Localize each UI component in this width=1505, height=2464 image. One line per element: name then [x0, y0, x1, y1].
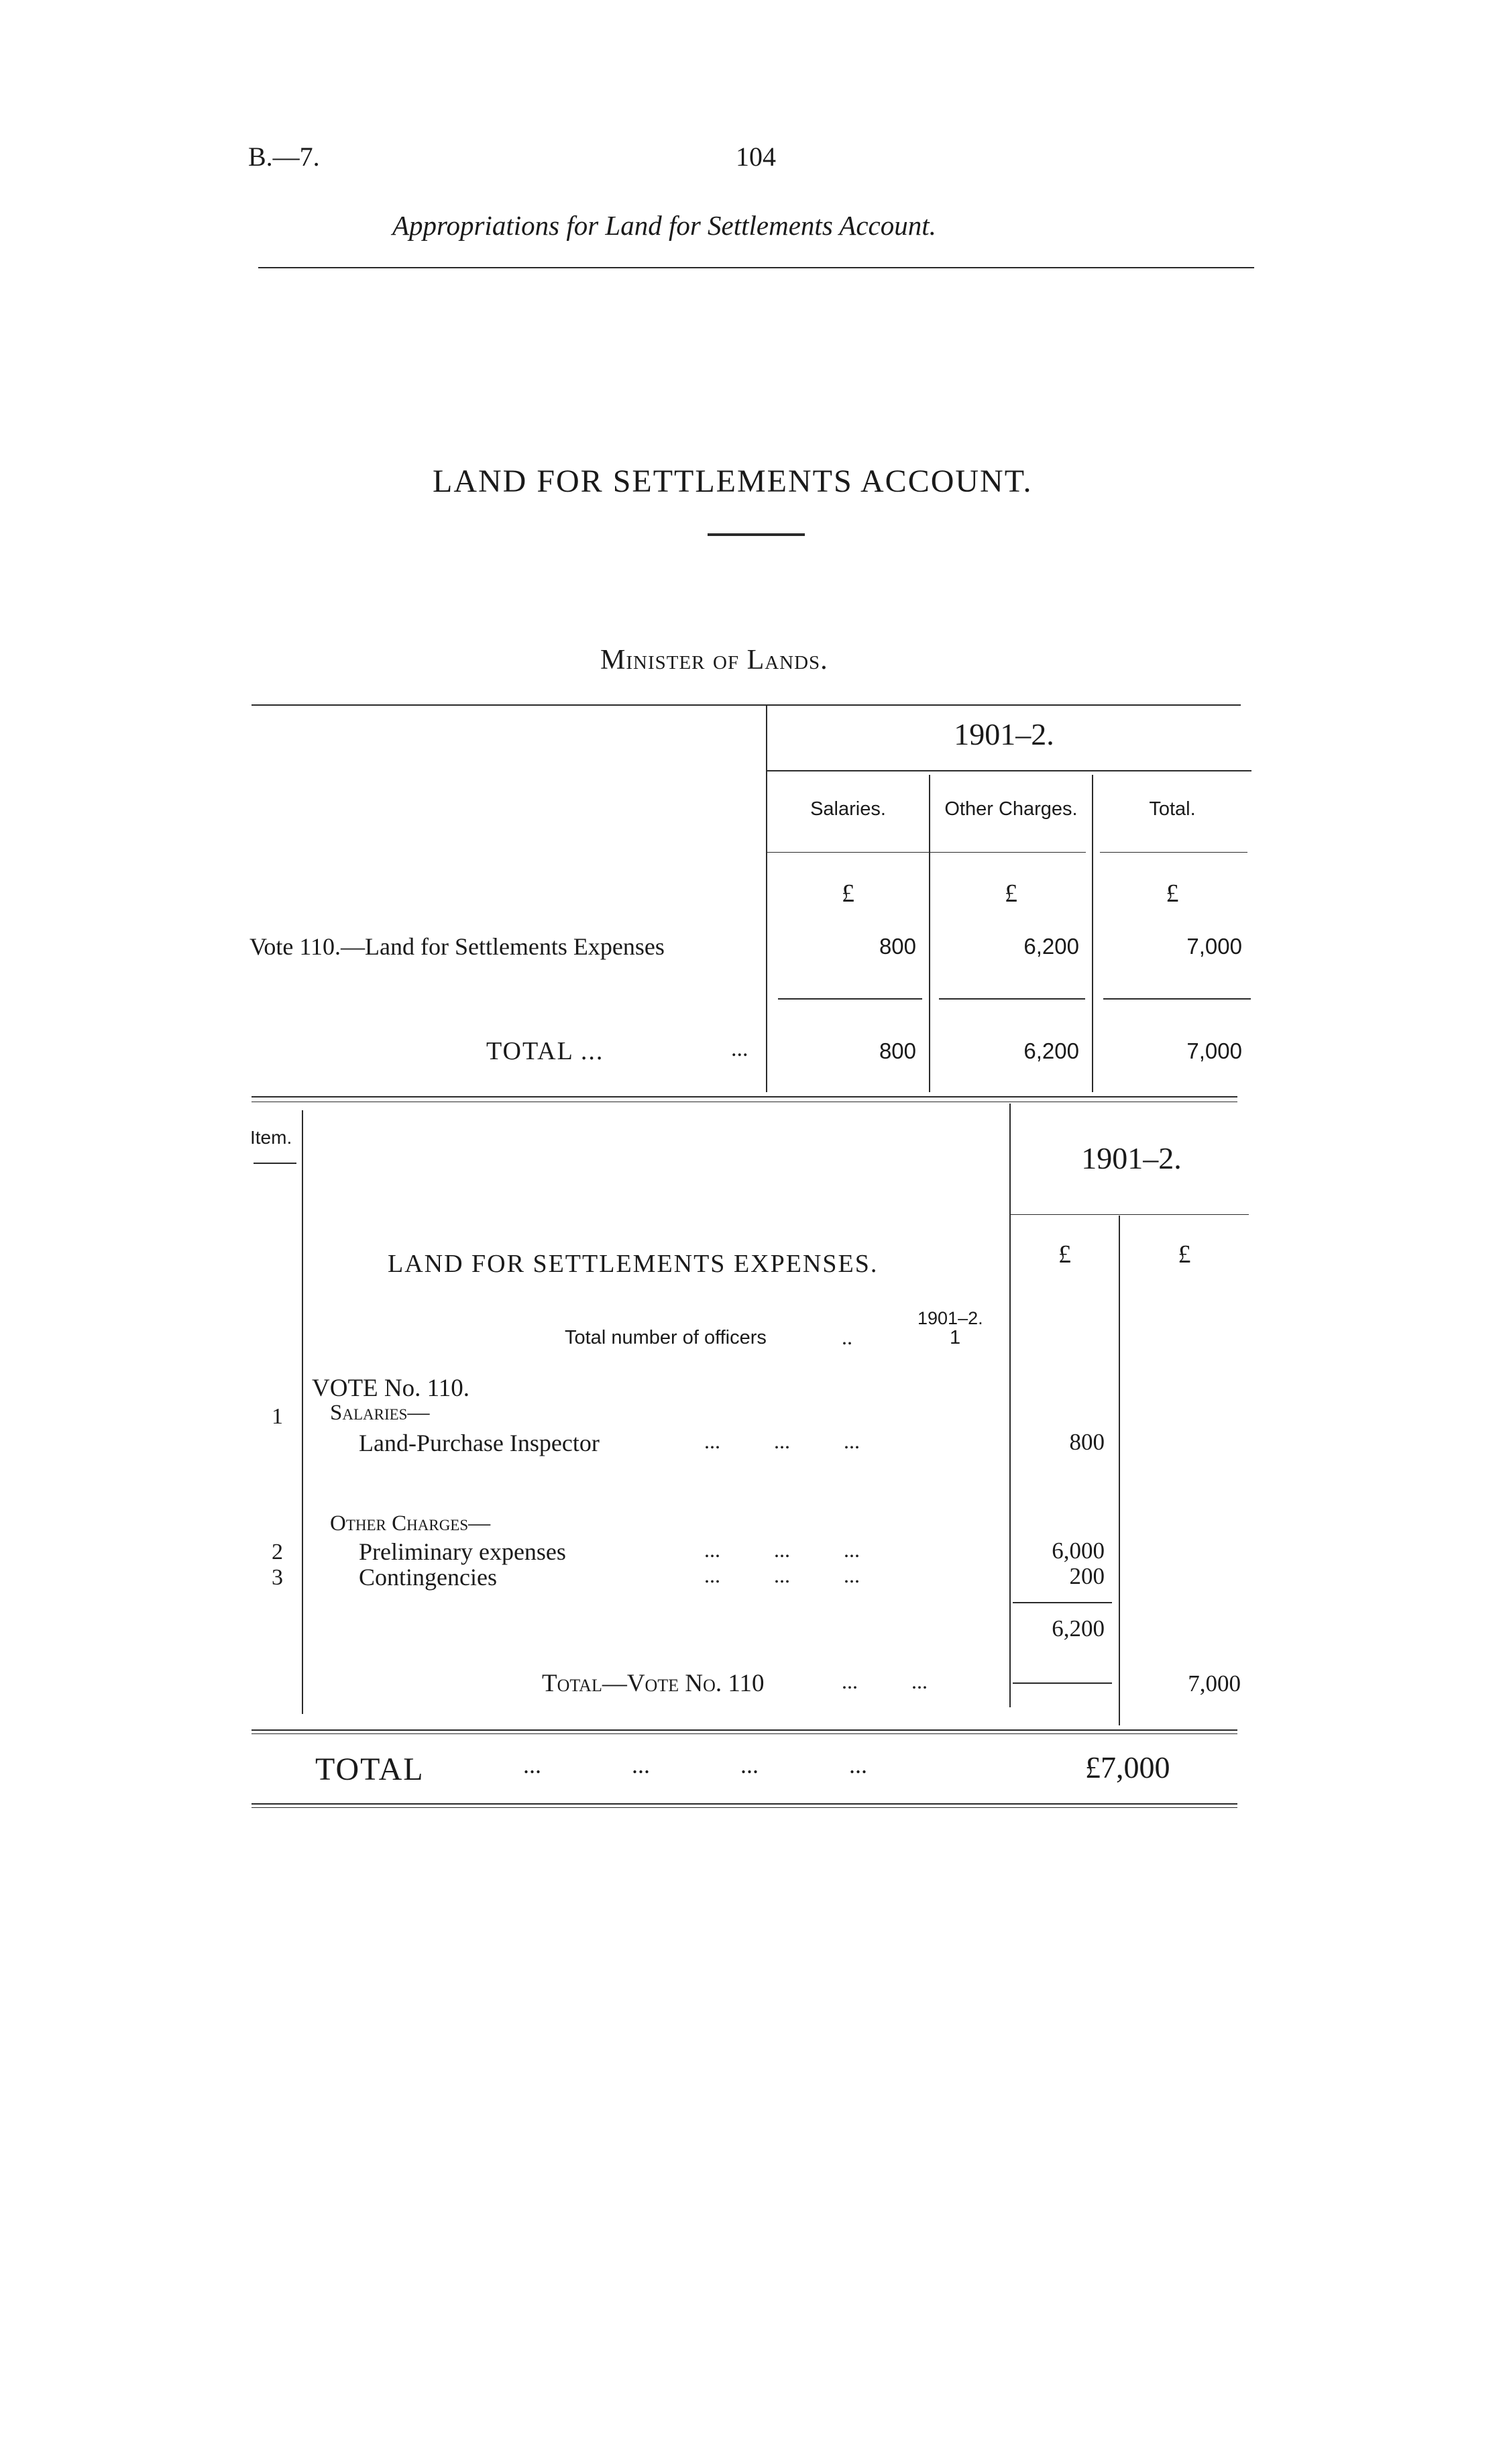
grand-total-amount: £7,000 [1085, 1750, 1170, 1784]
leader-dots: ... ... ... [704, 1563, 860, 1587]
summary-bottom-rule [252, 1096, 1237, 1097]
total-salaries-value: 800 [879, 1038, 916, 1063]
other-charges-subtotal: 6,200 [1052, 1615, 1105, 1642]
item-amount: 6,000 [1052, 1538, 1105, 1564]
item-column-header: Item. [250, 1127, 292, 1148]
page-number: 104 [736, 142, 776, 172]
summary-total-label: TOTAL ... [486, 1037, 604, 1065]
header-rule [258, 267, 1254, 268]
salaries-heading: Salaries— [330, 1401, 430, 1425]
total-rule [1103, 998, 1251, 1000]
col-other-charges-header: Other Charges. [944, 798, 1078, 820]
leader-dots: ... ... ... [704, 1429, 860, 1453]
grand-total-label: TOTAL [315, 1752, 425, 1787]
officers-count: 1 [950, 1327, 961, 1348]
col-total-header: Total. [1149, 798, 1196, 820]
subtotal-rule [1013, 1602, 1112, 1603]
title-rule [708, 533, 805, 536]
vote-row-label: Vote 110.—Land for Settlements Expenses [249, 933, 665, 960]
minister-heading: Minister of Lands. [600, 645, 828, 676]
grand-total-top-rule [252, 1729, 1237, 1731]
summary-year-header: 1901–2. [954, 717, 1054, 751]
item-number: 2 [272, 1540, 283, 1564]
currency-symbol: £ [1166, 879, 1179, 908]
item-label: Contingencies [359, 1564, 497, 1591]
summary-top-rule [252, 704, 1241, 706]
detail-year-rule [1011, 1214, 1249, 1215]
grand-total-top-rule [252, 1733, 1237, 1734]
vote-other-charges-value: 6,200 [1023, 934, 1079, 959]
total-total-value: 7,000 [1186, 1038, 1242, 1063]
amount-col-divider [1119, 1216, 1120, 1725]
grand-total-bottom-rule [252, 1807, 1237, 1808]
vote-total-amount: 7,000 [1188, 1670, 1241, 1697]
grand-total-bottom-rule [252, 1803, 1237, 1805]
leader-dots: .. [842, 1325, 852, 1349]
currency-symbol: £ [1058, 1240, 1071, 1269]
currency-symbol: £ [1005, 879, 1017, 908]
item-amount: 200 [1069, 1563, 1105, 1589]
summary-header-rule [930, 852, 1086, 853]
item-number: 1 [272, 1404, 283, 1429]
page-title: LAND FOR SETTLEMENTS ACCOUNT. [433, 464, 1033, 499]
detail-year-header: 1901–2. [1081, 1141, 1182, 1175]
total-rule [939, 998, 1085, 1000]
running-title: Appropriations for Land for Settlements Account. [392, 210, 936, 241]
vote-total-label: Total—Vote No. 110 [542, 1670, 765, 1697]
vote-total-value: 7,000 [1186, 934, 1242, 959]
summary-header-rule [767, 852, 929, 853]
total-rule [778, 998, 922, 1000]
item-number: 3 [272, 1565, 283, 1590]
total-other-charges-value: 6,200 [1023, 1038, 1079, 1063]
col-salaries-header: Salaries. [810, 798, 886, 820]
item-label: Land-Purchase Inspector [359, 1430, 600, 1456]
document-ref: B.—7. [248, 142, 320, 172]
officers-year: 1901–2. [917, 1308, 983, 1328]
leader-dots: ... ... ... [704, 1538, 860, 1562]
item-amount: 800 [1069, 1429, 1105, 1455]
currency-symbol: £ [1178, 1240, 1191, 1269]
officers-label: Total number of officers [565, 1327, 767, 1348]
vote-heading: VOTE No. 110. [312, 1375, 469, 1402]
item-col-divider [302, 1110, 303, 1714]
currency-symbol: £ [842, 879, 854, 908]
item-label: Preliminary expenses [359, 1538, 566, 1565]
detail-heading: LAND FOR SETTLEMENTS EXPENSES. [388, 1250, 879, 1278]
summary-header-rule [1100, 852, 1247, 853]
leader-dots: ... [731, 1036, 748, 1061]
vote-salaries-value: 800 [879, 934, 916, 959]
item-header-rule [254, 1163, 296, 1164]
vote-total-rule [1013, 1682, 1112, 1684]
summary-year-rule [767, 770, 1251, 771]
leader-dots: ... ... ... ... [523, 1752, 867, 1778]
other-charges-heading: Other Charges— [330, 1511, 491, 1536]
leader-dots: ... ... [842, 1669, 928, 1693]
